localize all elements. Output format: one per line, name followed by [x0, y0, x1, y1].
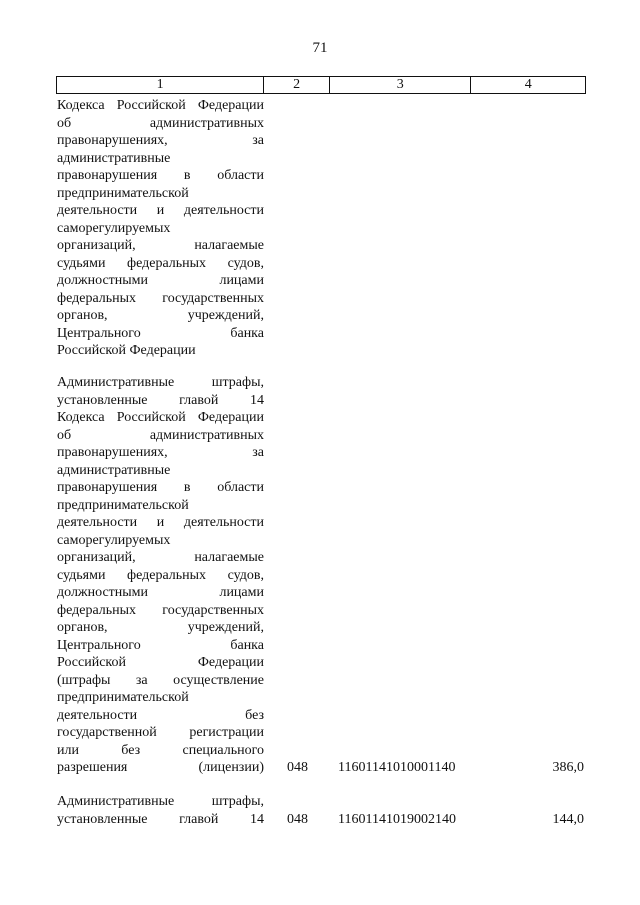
description-line: должностными лицами	[57, 585, 264, 600]
description-line: установленные главой 14	[57, 392, 264, 408]
page-number: 71	[312, 40, 328, 56]
row-2-sum: 386,0	[552, 760, 584, 775]
description-line: Центрального банка	[57, 637, 264, 653]
description-line: деятельности без	[57, 707, 264, 723]
description-line: должностными лицами	[57, 273, 264, 288]
description-line: правонарушениях, за	[57, 133, 264, 148]
description-line: предпринимательской	[57, 497, 189, 513]
description-line: Кодекса Российской Федерации	[57, 98, 264, 113]
description-line: предпринимательской	[57, 690, 189, 705]
description-line: предпринимательской	[57, 185, 189, 201]
description-line: государственной регистрации	[57, 725, 264, 740]
description-line: Российской Федерации	[57, 655, 264, 670]
description-line: правонарушения в области	[57, 480, 264, 495]
description-line: Кодекса Российской Федерации	[57, 410, 264, 425]
description-line: организаций, налагаемые	[57, 550, 264, 565]
description-line: или без специального	[57, 742, 264, 758]
description-line: (штрафы за осуществление	[57, 672, 264, 688]
description-line: Административные штрафы,	[57, 375, 264, 390]
description-line: об административных	[57, 427, 264, 443]
header-col-2: 2	[264, 77, 330, 93]
row-2-kbk: 11601141010001140	[338, 760, 456, 775]
description-line: органов, учреждений,	[57, 620, 264, 635]
row-3-sum: 144,0	[552, 812, 584, 827]
description-line: саморегулируемых	[57, 220, 171, 236]
row-3-code: 048	[287, 812, 308, 827]
description-line: Российской Федерации	[57, 343, 196, 358]
description-line: правонарушения в области	[57, 168, 264, 183]
description-line: разрешения (лицензии)	[57, 760, 264, 775]
description-line: об административных	[57, 115, 264, 131]
row-2-code: 048	[287, 760, 308, 775]
description-line: организаций, налагаемые	[57, 238, 264, 253]
description-line: судьями федеральных судов,	[57, 567, 264, 583]
description-line: органов, учреждений,	[57, 308, 264, 323]
row-2-description	[57, 374, 264, 777]
row-1-description	[57, 97, 264, 360]
description-line: федеральных государственных	[57, 602, 264, 618]
header-col-3: 3	[330, 77, 471, 93]
description-line: правонарушениях, за	[57, 445, 264, 460]
description-line: деятельности и деятельности	[57, 515, 264, 530]
description-line: деятельности и деятельности	[57, 203, 264, 218]
row-3-description	[57, 793, 264, 828]
description-line: административные	[57, 150, 171, 166]
row-3-kbk: 11601141019002140	[338, 812, 456, 827]
description-line: Административные штрафы,	[57, 794, 264, 809]
table-header-row	[56, 76, 586, 94]
description-line: административные	[57, 462, 171, 478]
description-line: судьями федеральных судов,	[57, 255, 264, 271]
header-col-4: 4	[524, 77, 532, 92]
header-col-1: 1	[57, 77, 264, 93]
description-line: Центрального банка	[57, 325, 264, 341]
description-line: федеральных государственных	[57, 290, 264, 306]
description-line: саморегулируемых	[57, 532, 171, 548]
description-line: установленные главой 14	[57, 811, 264, 827]
